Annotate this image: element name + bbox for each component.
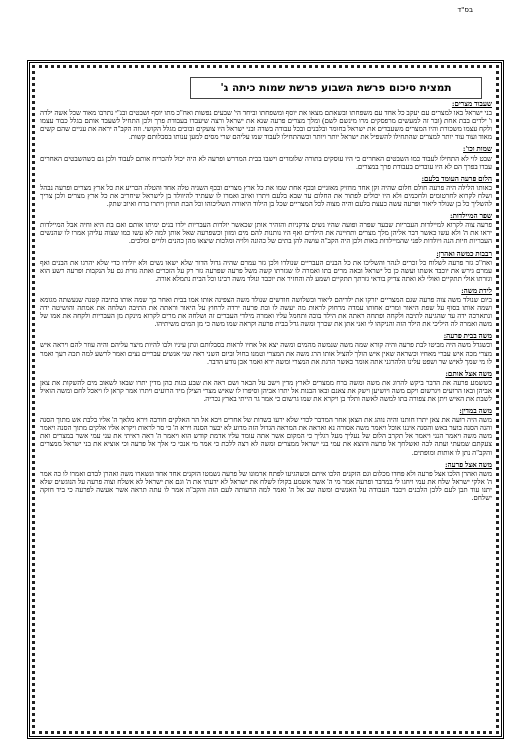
section-heading: שפר המיילדות: — [450, 212, 492, 221]
section-heading: לידת משה: — [461, 286, 492, 295]
section-paragraph: משה היה רועה את צאן יתרו חותנו והיה נוהג את הצאן אחר המדבר לכדי שלא ירעו בשדות של אחרים ויבא אל הר האלקים חורבה וירא מלאך ה' אליו בלבת אש מתוך הסנה והנה הסנה בוער באש והסנה איננו אוכל ויאמר משה אסורה נא ואראה את המראה הגדול הזה מדוע לא יבער הסנה וירא ה' כי סר לראות ויקרא אליו אלקים מתוך הסנה ויאמר משה משה ויאמר הנני ויאמר אל תקרב הלום של נעליך מעל רגליך כי המקום אשר אתה עומד עליו אדמת קודש הוא ויאמר ה' ראה ראיתי את עני עמי אשר במצרים ואת צעקתם שמעתי ועתה לכה ואשלחך אל פרעה והוצא את עמי בני ישראל ממצרים ומשה לא רצה ללכת כי אמר מי אנכי כי אלך אל פרעה וכי אוציא את בני ישראל ממצרים והקב"ה נתן לו אותות ומופתים. — [40, 416, 492, 457]
summary-section — [40, 461, 492, 502]
section-paragraph: וכשגדל משה היה מביטו לבת פרעה והיה קורא שמה משה שנמשה מהמים ומשה יצא אל אחיו לראות בסבלותם ונתן עיניו ולבו להיות מיצר עליהם והיה עוזר להם ויראה איש מצרי מכה איש עברי מאחיו וכשראה שאין איש הולך להציל אותו הרג משה את המצרי וטמנו בחול וביום השני ראה שני אנשים עבריים נצים ואמר לרשע למה תכה רעך ואמר לו מי שמך לאיש שר ושפט עלינו הלהרגני אתה אומר כאשר הרגת את המצרי ומשה ירא ואמר אכן נודע הדבר. — [40, 341, 492, 366]
section-paragraph: משה ואהרן הלכו אצל פרעה ולא פחדו מכלום וגם הזקנים הלכו איתם וכשהגיעו לפתח ארמונו של פרעה נשמטו הזקנים אחד אחד ונשארו משה ואהרן לבדם ואמרו לו כה אמר ה' אלקי ישראל שלח את עמי ויחגו לי במדבר ופרעה אמר מי ה' אשר אשמע בקולו לשלח את ישראל לא ידעתי את ה' וגם את ישראל לא אשלח וצוה פרעה על הנוגשים שלא יתנו עוד תבן לעם ללבן הלבנים ויכבד העבודה על האנשים ומשה שב אל ה' ואמר למה הרעותה לעם הזה והקב"ה אמר לו עתה תראה אשר אעשה לפרעה כי ביד חזקה ישלחם. — [40, 469, 492, 503]
section-paragraph: פרעה צוה לקרוא למיילדות העבריות שבעד שפרה ופועה שהיו נשים צדקניות והזהיר אותן שכאשר יולדות העבריות ילדו בנים ימיתו אותם ואם בת היא וחיה אבל המיילדות יראו את ה' ולא עשו כאשר דבר אליהן מלך מצרים ותחיינה את הילדים ואף היו נותנות להם מים ומזון וכשפרעה שאל אותן למה לא עשו כמו שצוה עליהן אמרו לו שהנשים העבריות חיות הנה ויולדות לפני שהמיילדות באות ולכן היה הקב"ה עושה להן בתים של כהונה ולויה ומלכות שיצאו מהן כהנים ולויים ומלכים. — [40, 221, 492, 246]
summary-section — [40, 145, 492, 170]
page-title: תמצית סיכום פרשת השבוע פרשת שמות כיתה ג' — [190, 77, 482, 99]
section-paragraph: ואח"כ גזר פרעה לשלוח כל זכרים לנהר והשליכו את כל הבנים העבריים שנולדו ולכן גזר עמרם שהיה גדול הדור שלא ישאו נשים ולא יולידו כדי שלא יהרגו את הבנים ואף עמרם גירש את יוכבד אשתו ועשה כן כל ישראל ובאה מרים בתו ואמרה לו שגזרתו קשה משל פרעה שפרעה גזר רק על הזכרים ואתה גזרת גם על הנקבות ופרעה רשע הוא וגזרתו אולי תתקיים ואולי לא ואתה צדיק בודאי גזרתך תתקיים ושמע לה והחזיר את יוכבד ונולד משה רבינו וכל הבית נתמלא אורה. — [40, 258, 492, 283]
section-heading: שמות וכו': — [463, 145, 492, 154]
summary-section — [40, 370, 492, 403]
section-paragraph: שבט לוי לא התחילו לעבוד כמו השבטים האחרים כי היו עוסקים בתורה שלומדים וישבו בבית המדרש ופרעה לא היה יכול להכריח אותם לעבוד ולכן גם כשהשבטים האחרים עבדו בפרך הם לא היו עובדים בעבודת פרך במצרים. — [40, 154, 492, 171]
section-paragraph: ביום שנולד משה צוה פרעה שגם המצריים יזרקו את ילדיהם ליאור ובשלושה חודשים שנולד משה הצפינה אותו אמו בבית ואחר כך שמה אותו בתיבה קטנה שנעשתה מגומא ושמה אותו בסוף על שפת היאור ומרים אחותו עמדה מרחוק לראות מה יעשה לו ובת פרעה ירדה לרחוץ על היאור וראתה את התיבה ושלחה את אמתה והושיטה ידה ונתארכה ידה עד שהגיעה לתיבה ולקחה ופתחה ראתה את הילד בוכה ותחמל עליו ואמרה מילדי העברים זה ושלחה את מרים לקרוא מינקת מן העבריות ולקחה את אמו של משה ואמרה לה היליכי את הילד הזה והניקהו לי ואני אתן את שכרך ומשה גדל בבית פרעה וקראה שמו משה כי מן המים משיתיהו. — [40, 295, 492, 329]
section-paragraph: בני ישראל באו למצרים עם יעקב כל אחד עם משפחתו ובשאתם מצאו את יוסף ומשפחתו וביחד הי' שבעים נפשות ואח"כ מתו יוסף ושבטים ובנ"י נתרבו מאוד שכל אשה ילדה ו' ילדים בבת אחת (ובר זה למעשים מרפסקים מרו מינשם לשם) ומלך מצרים פרעה שנא את ישראל ורצה שיעבדו בעבודת פרך ולכן התחיל לשעבד אותם בגלל כבוד עצמו ולקח עצמו משכורת והיו המצרים משעבדים את ישראל בחומר ובלבנים ובכל עבודה בשדה ובני ישראל היו צועקים ובוכים מגלל הקושי. וזה הקב"ה יראה את עניים שהם קשים מאוד ועוד עוד יותר למצרים שהתחילו להשפיל את ישראל יותר ויותר וכשהתחילו לעבוד שמו עליהם שרי מסים למען ענותו בסבלותם קשות. — [40, 109, 492, 142]
section-heading: משה בבית פרעה: — [443, 332, 492, 341]
section-heading: רבבות כמשה ואהרן: — [436, 249, 492, 258]
summary-section — [40, 287, 492, 328]
section-heading: שעבוד מצרים: — [451, 100, 492, 108]
summary-section — [40, 250, 492, 283]
section-heading: משה אצל אותם: — [445, 369, 492, 378]
summary-content — [40, 100, 492, 506]
section-heading: משה במדין: — [459, 407, 492, 416]
corner-note: בס"ד — [457, 6, 473, 14]
summary-section — [40, 212, 492, 245]
section-heading: הלום פרעה העומד בלעם: — [421, 174, 492, 183]
summary-section — [40, 175, 492, 208]
summary-section — [40, 100, 492, 141]
summary-section — [40, 407, 492, 457]
section-paragraph: באותו הלילה היה פרעה חולם חלום שהיה זקן אחד מחזיק מאזניים ובכף אחת שמו את כל ארץ מצרים ובכף השניה טלה אחד והטלה הכריע את כל ארץ מצרים ופרעה נבהל ושלח לקרוא לחרטומים ולחכמים ולא היו יכולים לפתור את החלום עד שבא בלעם ויתרו ואיוב ואמרו לו שעתיד להיוולד בן לישראל שיחריב את כל ארץ מצרים ולכן צריך להשליך כל בן שנולד ליאור ופרעה עשה כעצת בלעם והיה מצוה לכל המצריים שכל בן הילוד היאורה תשליכוהו וכל הבת תחיון ויתרו ברח ואיוב שתק. — [40, 183, 492, 209]
section-paragraph: כששמע פרעה את הדבר ביקש להרוג את משה ומשה ברח ממצרים לארץ מדין וישב על הבאר ושם ראה את שבע בנות כהן מדין יתרו שבאו לשאוב מים להשקות את צאן אביהן ובאו הרועים ויגרשום ויקם משה ויושיען וישק את צאנם ובאו הבנות אל יתרו אביהן וסיפרו לו שאיש מצרי הצילן מיד הרועים ויתרו אמר קראן לו ויאכל לחם ומשה הואיל לשבת את האיש ויתן את צפורה בתו למשה לאשה ותלד בן ויקרא את שמו גרשום כי אמר גר הייתי בארץ נכריה. — [40, 378, 492, 403]
summary-section — [40, 332, 492, 365]
section-heading: משה אצל פרעה: — [445, 460, 492, 469]
